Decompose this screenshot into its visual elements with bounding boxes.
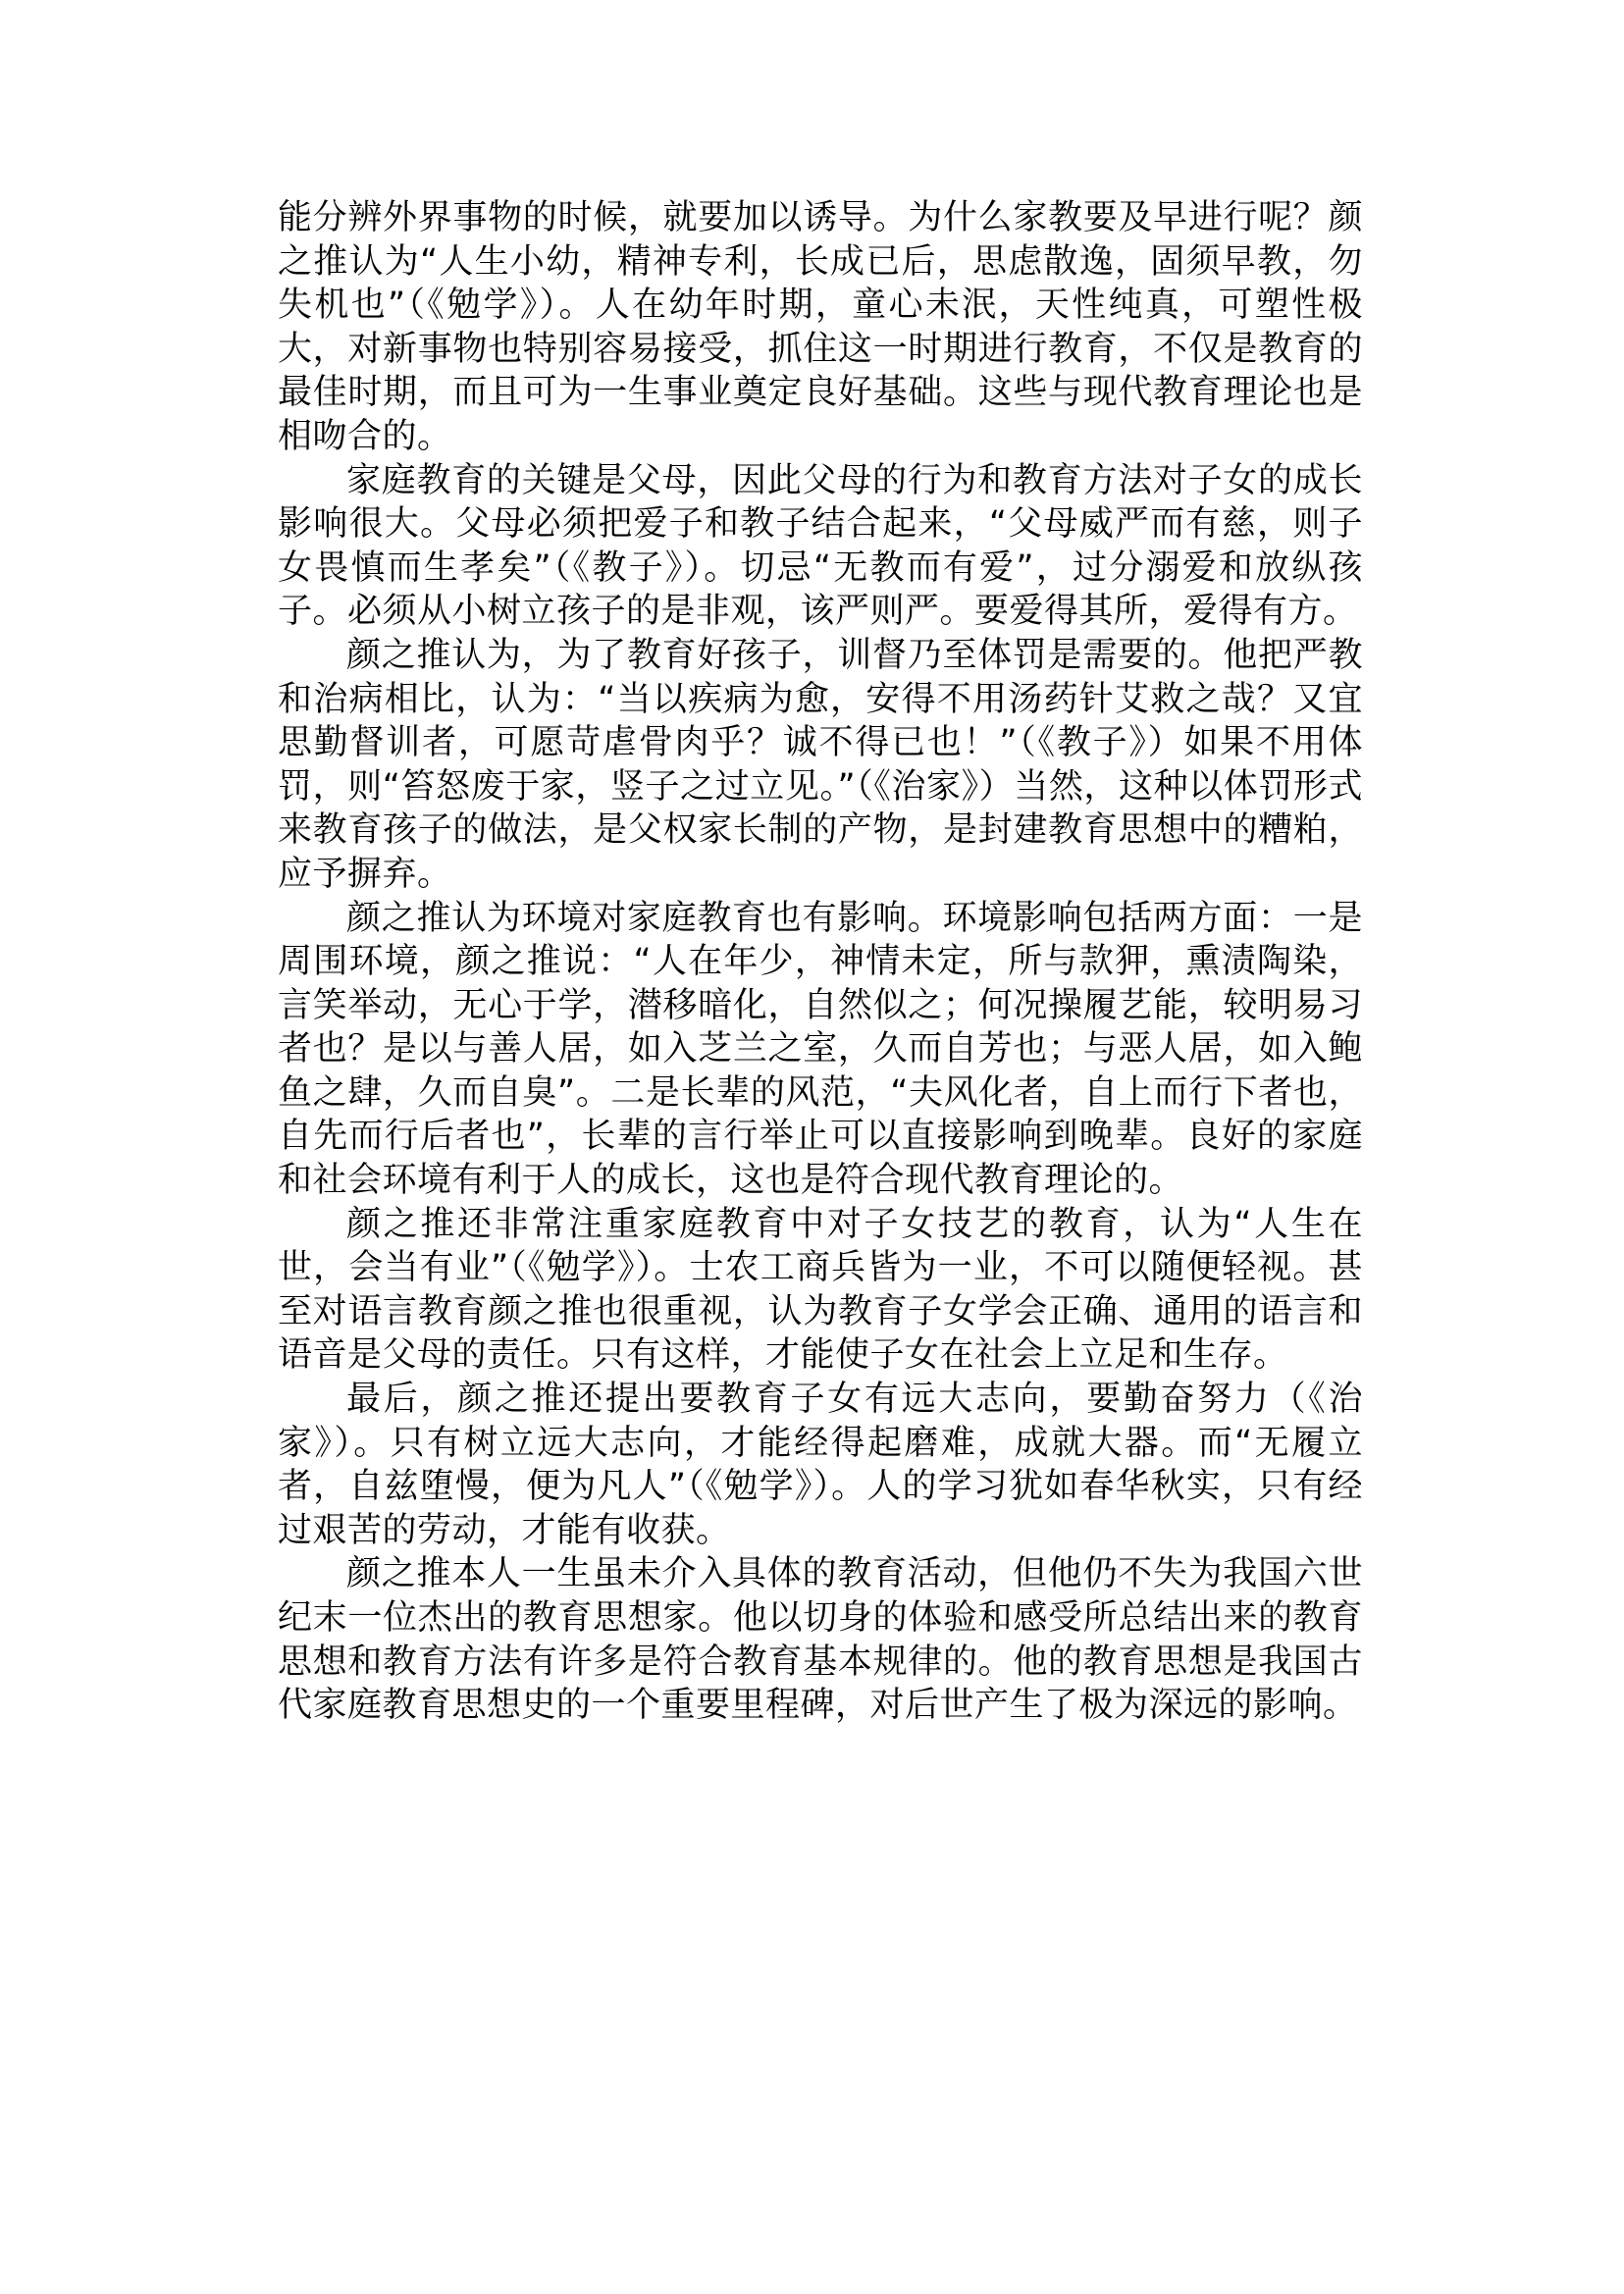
paragraph-ambition: 最后，颜之推还提出要教育子女有远大志向，要勤奋努力（《治家》）。只有树立远大志向，才能经得起磨难，成就大器。而“无履立者，自兹堕慢，便为凡人”（《勉学》）。人的学习犹如春华秋实，只有经过艰苦的劳动，才能有收获。 [278, 1380, 1363, 1550]
paragraph-conclusion: 颜之推本人一生虽未介入具体的教育活动，但他仍不失为我国六世纪末一位杰出的教育思想家。他以切身的体验和感受所总结出来的教育思想和教育方法有许多是符合教育基本规律的。他的教育思想是我国古代家庭教育思想史的一个重要里程碑，对后世产生了极为深远的影响。 [278, 1554, 1363, 1726]
paragraph-parents-role: 家庭教育的关键是父母，因此父母的行为和教育方法对子女的成长影响很大。父母必须把爱子和教子结合起来，“父母威严而有慈，则子女畏慎而生孝矣”（《教子》）。切忌“无教而有爱”，过分溺爱和放纵孩子。必须从小树立孩子的是非观，该严则严。要爱得其所，爱得有方。 [278, 460, 1363, 632]
paragraph-skills-education: 颜之推还非常注重家庭教育中对子女技艺的教育，认为“人生在世，会当有业”（《勉学》）。士农工商兵皆为一业，不可以随便轻视。甚至对语言教育颜之推也很重视，认为教育子女学会正确、通用的语言和语音是父母的责任。只有这样，才能使子女在社会上立足和生存。 [278, 1204, 1363, 1376]
paragraph-environment: 颜之推认为环境对家庭教育也有影响。环境影响包括两方面：一是周围环境，颜之推说：“人在年少，神情未定，所与款狎，熏渍陶染，言笑举动，无心于学，潜移暗化，自然似之；何况操履艺能，较明易习者也？是以与善人居，如入芝兰之室，久而自芳也；与恶人居，如入鲍鱼之肆，久而自臭”。二是长辈的风范，“夫风化者，自上而行下者也，自先而行后者也”，长辈的言行举止可以直接影响到晚辈。良好的家庭和社会环境有利于人的成长，这也是符合现代教育理论的。 [278, 898, 1363, 1201]
document-page [278, 196, 1363, 1728]
paragraph-discipline: 颜之推认为，为了教育好孩子，训督乃至体罚是需要的。他把严教和治病相比，认为：“当以疾病为愈，安得不用汤药针艾救之哉？又宜思勤督训者，可愿苛虐骨肉乎？诚不得已也！”（《教子》）如果不用体罚，则“笞怒废于家，竖子之过立见。”（《治家》）当然，这种以体罚形式来教育孩子的做法，是父权家长制的产物，是封建教育思想中的糟粕，应予摒弃。 [278, 635, 1363, 894]
paragraph-early-education: 能分辨外界事物的时候，就要加以诱导。为什么家教要及早进行呢？颜之推认为“人生小幼，精神专利，长成已后，思虑散逸，固须早教，勿失机也”（《勉学》）。人在幼年时期，童心未泯，天性纯真，可塑性极大，对新事物也特别容易接受，抓住这一时期进行教育，不仅是教育的最佳时期，而且可为一生事业奠定良好基础。这些与现代教育理论也是相吻合的。 [278, 198, 1363, 456]
